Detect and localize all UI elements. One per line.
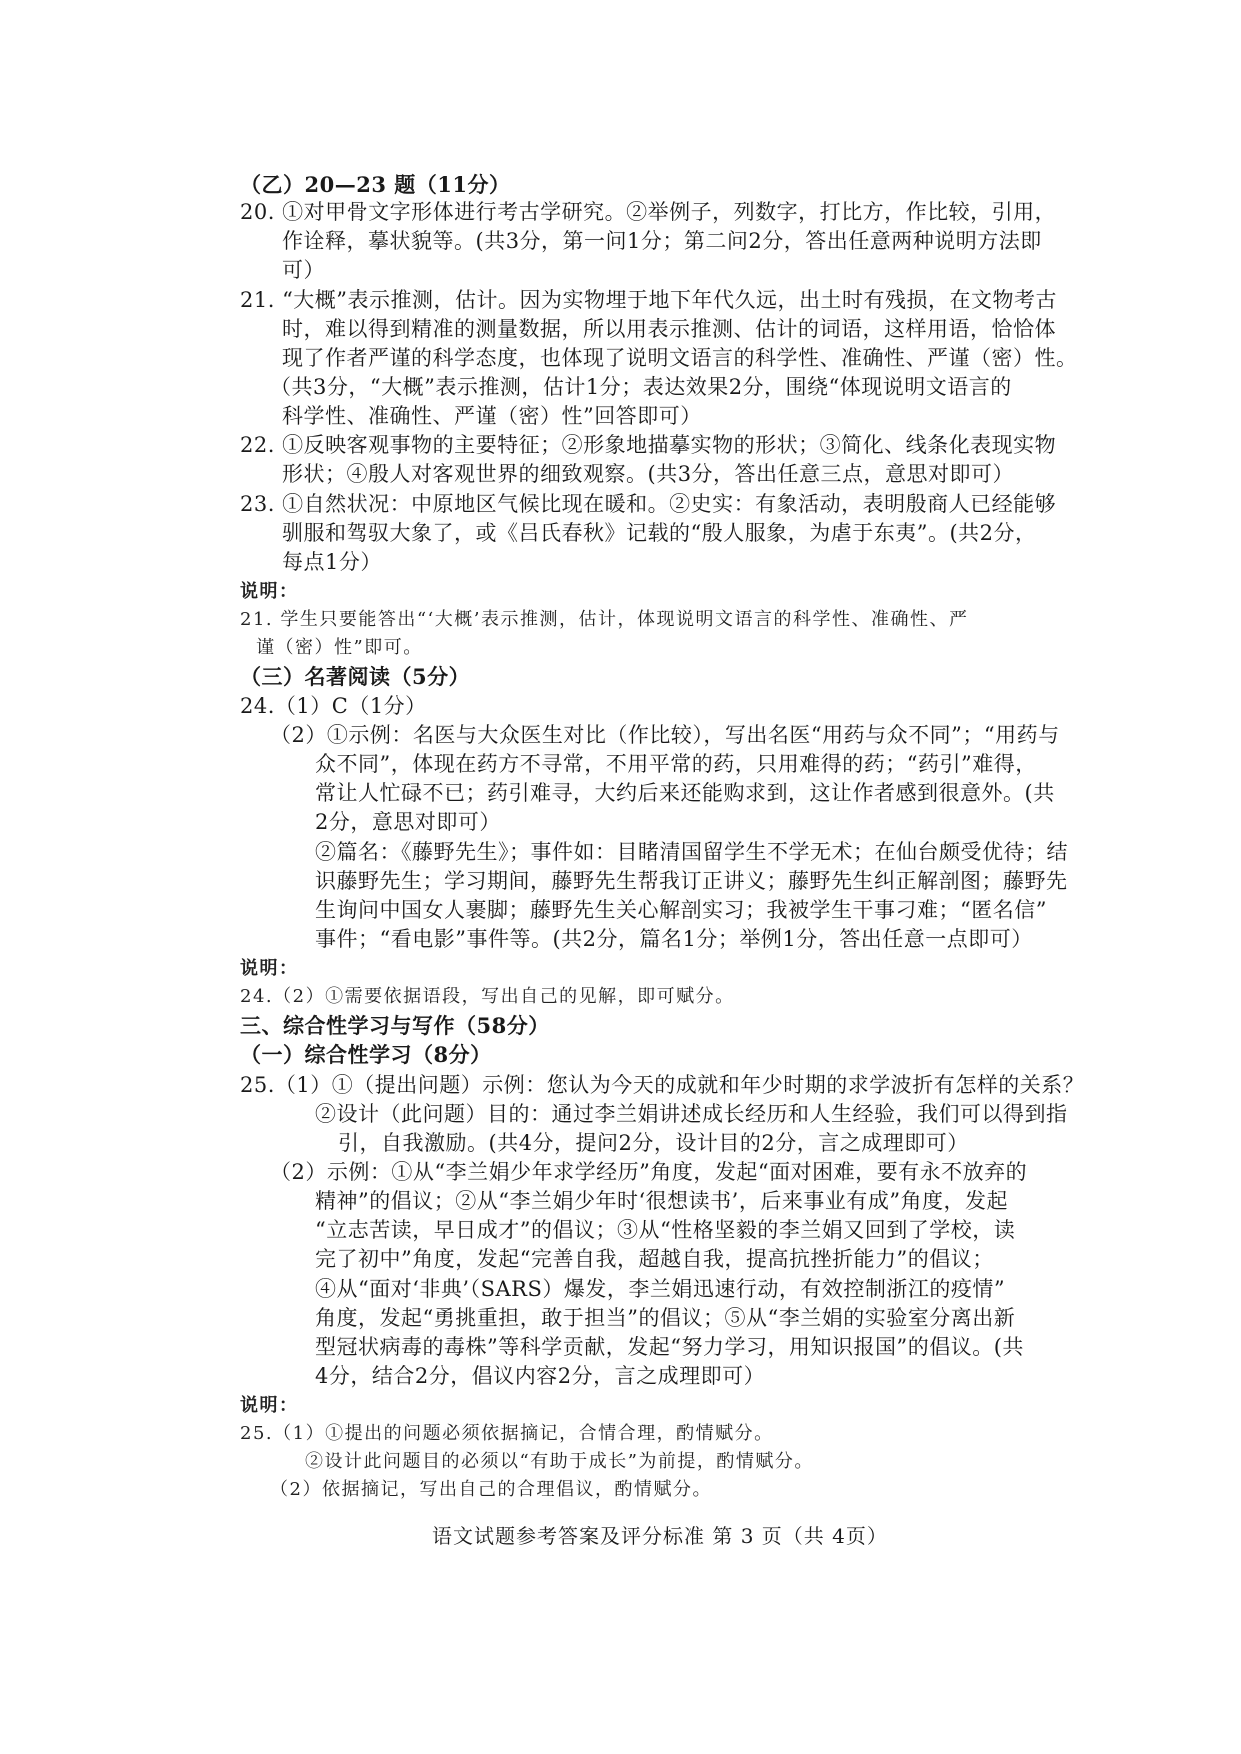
note-label: 说明： <box>240 1395 299 1416</box>
answer-25-1-line-1: 25.（1）①（提出问题）示例：您认为今天的成就和年少时期的求学波折有怎样的关系？ <box>240 1073 1085 1097</box>
note-25-2-line-1: （2）依据摘记，写出自己的合理倡议，酌情赋分。 <box>270 1479 712 1500</box>
note-label: 说明： <box>240 958 299 979</box>
section-heading-integrated-study: （一）综合性学习（8分） <box>240 1042 492 1067</box>
note-21-line-2: 谨（密）性”即可。 <box>256 637 423 658</box>
answer-25-2-line-5: ④从“面对‘非典’（SARS）爆发，李兰娟迅速行动，有效控制浙江的疫情” <box>315 1277 1006 1301</box>
answer-21-line-2: 时，难以得到精准的测量数据，所以用表示推测、估计的词语，这样用语，恰恰体 <box>282 317 1056 341</box>
section-heading-yi: （乙）20—23 题（11分） <box>240 172 511 197</box>
section-heading-classics: （三）名著阅读（5分） <box>240 664 471 689</box>
answer-25-1-line-3: 引，自我激励。(共4分，提问2分，设计目的2分，言之成理即可） <box>338 1131 969 1155</box>
note-25-1-line-1: 25.（1）①提出的问题必须依据摘记，合情合理，酌情赋分。 <box>240 1423 774 1444</box>
answer-23-line-1: 23. ①自然状况：中原地区气候比现在暖和。②史实：有象活动，表明殷商人已经能够 <box>240 492 1057 516</box>
answer-24-2-line-2: 众不同”，体现在药方不寻常，不用平常的药，只用难得的药；“药引”难得， <box>315 752 1037 776</box>
answer-24-2-line-1: （2）①示例：名医与大众医生对比（作比较），写出名医“用药与众不同”；“用药与 <box>270 723 1060 747</box>
answer-21-line-3: 现了作者严谨的科学态度，也体现了说明文语言的科学性、准确性、严谨（密）性。 <box>282 346 1078 370</box>
note-21-line-1: 21. 学生只要能答出“‘大概’表示推测，估计，体现说明文语言的科学性、准确性、严 <box>240 609 969 630</box>
page-footer: 语文试题参考答案及评分标准 第 3 页（共 4页） <box>432 1524 888 1548</box>
answer-25-2-line-4: 完了初中”角度，发起“完善自我，超越自我，提高抗挫折能力”的倡议； <box>315 1247 994 1271</box>
answer-24-2-line-5: ②篇名：《藤野先生》；事件如：目睹清国留学生不学无术；在仙台颇受优待；结 <box>315 840 1068 864</box>
note-label: 说明： <box>240 581 299 602</box>
answer-25-2-line-7: 型冠状病毒的毒株”等科学贡献，发起“努力学习，用知识报国”的倡议。(共 <box>315 1335 1024 1359</box>
answer-21-line-4: （共3分，“大概”表示推测，估计1分；表达效果2分，围绕“体现说明文语言的 <box>270 375 1012 399</box>
note-24-line-1: 24.（2）①需要依据语段，写出自己的见解，即可赋分。 <box>240 986 735 1007</box>
answer-24-2-line-4: 2分，意思对即可） <box>315 810 501 834</box>
answer-25-2-line-2: 精神”的倡议；②从“李兰娟少年时‘很想读书’，后来事业有成”角度，发起 <box>315 1189 1009 1213</box>
section-heading-part-three: 三、综合性学习与写作（58分） <box>240 1013 550 1038</box>
answer-21-line-5: 科学性、准确性、严谨（密）性”回答即可） <box>282 404 702 428</box>
answer-24-2-line-6: 识藤野先生；学习期间，藤野先生帮我订正讲义；藤野先生纠正解剖图；藤野先 <box>315 869 1068 893</box>
answer-25-2-line-8: 4分，结合2分，倡议内容2分，言之成理即可） <box>315 1364 766 1388</box>
answer-22-line-2: 形状；④殷人对客观世界的细致观察。(共3分，答出任意三点，意思对即可） <box>282 462 1015 486</box>
answer-25-2-line-1: （2）示例：①从“李兰娟少年求学经历”角度，发起“面对困难，要有永不放弃的 <box>270 1160 1028 1184</box>
note-25-1-line-2: ②设计此问题目的必须以“有助于成长”为前提，酌情赋分。 <box>305 1451 814 1472</box>
answer-24-1: 24.（1）C（1分） <box>240 694 427 718</box>
answer-25-1-line-2: ②设计（此问题）目的：通过李兰娟讲述成长经历和人生经验，我们可以得到指 <box>315 1102 1068 1126</box>
answer-25-2-line-3: “立志苦读，早日成才”的倡议；③从“性格坚毅的李兰娟又回到了学校，读 <box>315 1218 1016 1242</box>
answer-24-2-line-8: 事件；“看电影”事件等。(共2分，篇名1分；举例1分，答出任意一点即可） <box>315 927 1033 951</box>
answer-25-2-line-6: 角度，发起“勇挑重担，敢于担当”的倡议；⑤从“李兰娟的实验室分离出新 <box>315 1306 1016 1330</box>
answer-23-line-2: 驯服和驾驭大象了，或《吕氏春秋》记载的“殷人服象，为虐于东夷”。(共2分， <box>282 521 1037 545</box>
answer-20-line-1: 20. ①对甲骨文字形体进行考古学研究。②举例子，列数字，打比方，作比较，引用， <box>240 200 1057 224</box>
answer-20-line-2: 作诠释，摹状貌等。(共3分，第一问1分；第二问2分，答出任意两种说明方法即 <box>282 229 1042 253</box>
answer-23-line-3: 每点1分） <box>282 550 382 574</box>
answer-20-line-3: 可） <box>282 258 325 282</box>
answer-21-line-1: 21. “大概”表示推测，估计。因为实物埋于地下年代久远，出土时有残损，在文物考古 <box>240 288 1058 312</box>
answer-24-2-line-3: 常让人忙碌不已；药引难寻，大约后来还能购求到，这让作者感到很意外。(共 <box>315 781 1055 805</box>
answer-24-2-line-7: 生询问中国女人裹脚；藤野先生关心解剖实习；我被学生干事刁难；“匿名信” <box>315 898 1047 922</box>
answer-22-line-1: 22. ①反映客观事物的主要特征；②形象地描摹实物的形状；③简化、线条化表现实物 <box>240 433 1057 457</box>
